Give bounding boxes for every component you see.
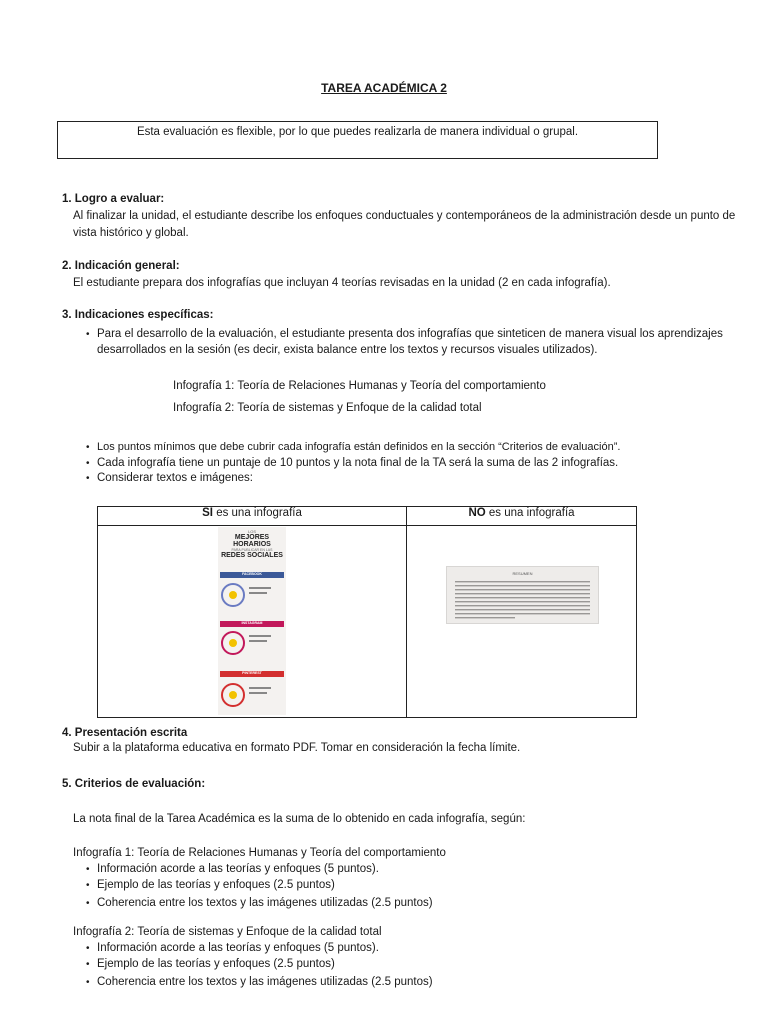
text-document-example-image: RESUMEN: [446, 566, 599, 624]
page-title: TAREA ACADÉMICA 2: [321, 81, 447, 95]
table-header-si: SI es una infografía: [98, 507, 407, 526]
section-4-heading: 4. Presentación escrita: [62, 727, 188, 739]
section-3-heading: 3. Indicaciones específicas:: [62, 309, 214, 321]
list-item: • Información acorde a las teorías y enfoques (5 puntos).: [73, 862, 433, 878]
infografia-1-label: Infografía 1: Teoría de Relaciones Humanas y Teoría del comportamiento: [173, 380, 546, 392]
list-item: • Cada infografía tiene un puntaje de 10 puntos y la nota final de la TA será la suma de las 2 infografías.: [73, 456, 620, 472]
list-item: • Coherencia entre los textos y las imágenes utilizadas (2.5 puntos): [73, 896, 433, 912]
section-5-intro: La nota final de la Tarea Académica es la suma de lo obtenido en cada infografía, según:: [73, 813, 526, 825]
section-2-text: El estudiante prepara dos infografías que incluyan 4 teorías revisadas en la unidad (2 en cada infografía).: [73, 277, 611, 289]
infographic-graphic: [218, 565, 286, 715]
list-item: • Ejemplo de las teorías y enfoques (2.5 puntos): [73, 878, 433, 894]
intro-text: Esta evaluación es flexible, por lo que puedes realizarla de manera individual o grupal.: [136, 126, 579, 138]
list-item: • Coherencia entre los textos y las imágenes utilizadas (2.5 puntos): [73, 975, 433, 991]
section-2-heading: 2. Indicación general:: [62, 260, 180, 272]
list-item: • Considerar textos e imágenes:: [73, 471, 620, 487]
list-item: • Para el desarrollo de la evaluación, el estudiante presenta dos infografías que sinteticen de manera visual los aprendizajes desarrollados en la sesión (es decir, exista balance entre los textos y recursos visuales utilizados).: [73, 327, 723, 358]
section-1-line-2: vista histórico y global.: [73, 227, 189, 239]
list-item: • Información acorde a las teorías y enfoques (5 puntos).: [73, 941, 433, 957]
list-item: • Ejemplo de las teorías y enfoques (2.5 puntos): [73, 957, 433, 973]
infographic-example-image: LOS MEJORES HORARIOS PARA PUBLICAR EN LAS REDES SOCIALES FACEBOOK INSTAGRAM PINTEREST: [218, 527, 286, 715]
criteria-infografia-1-title: Infografía 1: Teoría de Relaciones Humanas y Teoría del comportamiento: [73, 847, 446, 859]
criteria-infografia-2-title: Infografía 2: Teoría de sistemas y Enfoque de la calidad total: [73, 926, 382, 938]
intro-box: [57, 121, 658, 159]
table-header-no: NO es una infografía: [407, 507, 637, 526]
section-1-text: [73, 208, 735, 242]
section-3-bullet-list-2: [73, 440, 620, 487]
document-text-lines: [447, 579, 598, 623]
section-1-line-1: Al finalizar la unidad, el estudiante describe los enfoques conductuales y contemporáneos de la administración desde un punto de: [73, 210, 736, 222]
section-3-bullet-list-1: [73, 327, 723, 358]
section-1-heading: 1. Logro a evaluar:: [62, 193, 165, 205]
list-item: • Los puntos mínimos que debe cubrir cada infografía están definidos en la sección “Criterios de evaluación”.: [73, 440, 620, 456]
section-4-text: Subir a la plataforma educativa en formato PDF. Tomar en consideración la fecha límite.: [73, 742, 521, 754]
criteria-infografia-1-list: [73, 862, 433, 912]
criteria-infografia-2-list: [73, 941, 433, 991]
infografia-2-label: Infografía 2: Teoría de sistemas y Enfoque de la calidad total: [173, 402, 482, 414]
section-5-heading: 5. Criterios de evaluación:: [62, 778, 206, 790]
